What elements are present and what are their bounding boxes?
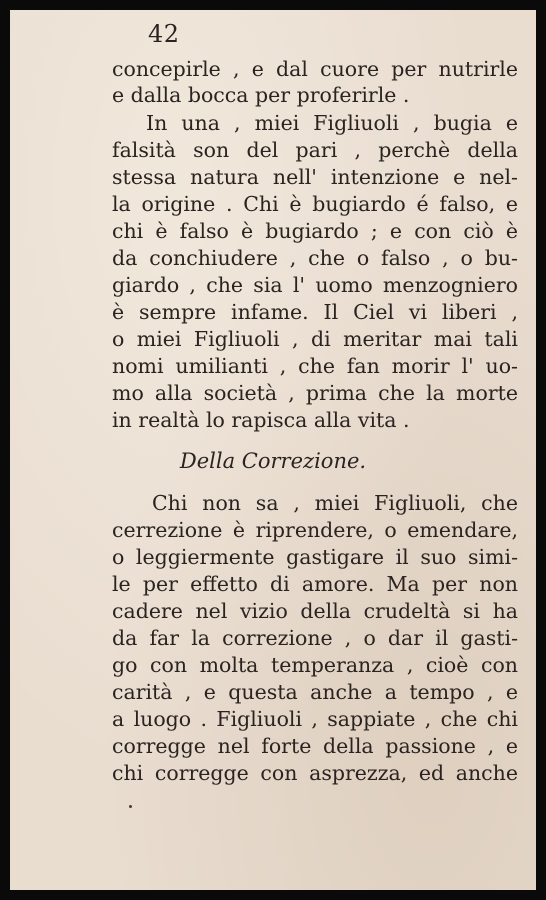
text-line: o leggiermente gastigare il suo simi- <box>112 545 518 569</box>
text-line: in realtà lo rapisca alla vita . <box>112 408 410 432</box>
section-heading: Della Correzione. <box>179 449 367 473</box>
text-line: chi corregge con asprezza, ed anche <box>112 761 518 785</box>
paragraph-start-line: Chi non sa , miei Figliuoli, che <box>152 491 518 515</box>
book-page <box>10 10 536 890</box>
text-line: è sempre infame. Il Ciel vi liberi , <box>112 300 518 324</box>
text-line: cadere nel vizio della crudeltà si ha <box>112 599 518 623</box>
text-line: mo alla società , prima che la morte <box>112 381 518 405</box>
text-line: le per effetto di amore. Ma per non <box>112 572 518 596</box>
paragraph-start-line: In una , miei Figliuoli , bugia e <box>146 111 518 135</box>
text-line: nomi umilianti , che fan morir l' uo- <box>112 354 518 378</box>
text-line: carità , e questa anche a tempo , e <box>112 680 518 704</box>
paper-speck <box>129 805 132 808</box>
text-line: da conchiudere , che o falso , o bu- <box>112 246 518 270</box>
text-line: stessa natura nell' intenzione e nel- <box>112 165 518 189</box>
text-line: o miei Figliuoli , di meritar mai tali <box>112 327 518 351</box>
text-line: go con molta temperanza , cioè con <box>112 653 518 677</box>
text-line: concepirle , e dal cuore per nutrirle <box>112 57 518 81</box>
text-line: cerrezione è riprendere, o emendare, <box>112 518 518 542</box>
text-line: corregge nel forte della passione , e <box>112 734 518 758</box>
text-line: la origine . Chi è bugiardo é falso, e <box>112 192 518 216</box>
text-line: chi è falso è bugiardo ; e con ciò è <box>112 219 518 243</box>
text-line: giardo , che sia l' uomo menzogniero <box>112 273 518 297</box>
text-line: falsità son del pari , perchè della <box>112 138 518 162</box>
text-line: da far la correzione , o dar il gasti- <box>112 626 518 650</box>
text-line: e dalla bocca per proferirle . <box>112 83 410 107</box>
page-number: 42 <box>148 20 180 48</box>
text-line: a luogo . Figliuoli , sappiate , che chi <box>112 707 518 731</box>
